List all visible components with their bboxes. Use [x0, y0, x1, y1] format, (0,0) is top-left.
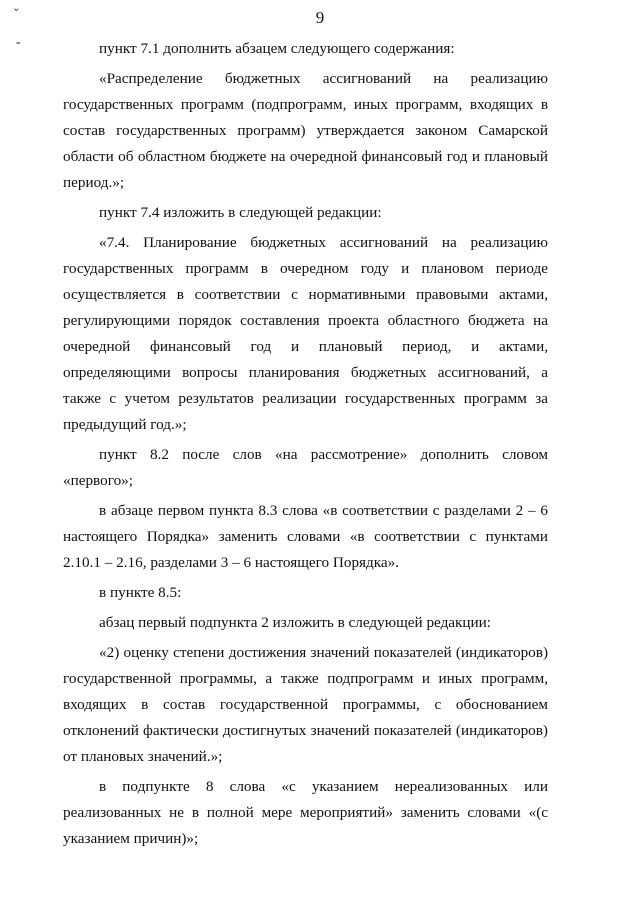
paragraph-quote-7-4: «7.4. Планирование бюджетных ассигнований на реализацию государственных программ в очередном году и плановом периоде осуществляется в соответствии с нормативными правовыми актами, регулирующими порядок составления проекта областного бюджета на очередной финансовый год и плановый период, и актами, определяющими вопросы планирования бюджетных ассигнований, а также с учетом результатов реализации государственных программ за предыдущий год.»; [63, 234, 548, 433]
paragraph-amend-7-1: пункт 7.1 дополнить абзацем следующего содержания: [99, 40, 455, 57]
paragraph-amend-8-3: в абзаце первом пункта 8.3 слова «в соответствии с разделами 2 – 6 настоящего Порядка» заменить словами «в соответствии с пунктами 2.10.1 – 2.16, разделами 3 – 6 настоящего Порядка». [63, 502, 548, 571]
scan-artifact-mark: - [16, 35, 21, 50]
paragraph-amend-7-4: пункт 7.4 изложить в следующей редакции: [99, 204, 382, 221]
scan-artifact-mark: ˇ [14, 7, 19, 22]
page-number: 9 [315, 8, 325, 27]
paragraph-subpoint-2: абзац первый подпункта 2 изложить в следующей редакции: [99, 614, 492, 631]
paragraph-quote-7-1: «Распределение бюджетных ассигнований на реализацию государственных программ (подпрограмм, иных программ, входящих в состав государственных программ) утверждается законом Самарской области об областном бюджете на очередной финансовый год и плановый период.»; [63, 70, 548, 191]
paragraph-subpoint-8: в подпункте 8 слова «с указанием нереализованных или реализованных не в полной мере мероприятий» заменить словами «(с указанием причин)»; [63, 778, 548, 847]
paragraph-amend-8-5: в пункте 8.5: [99, 584, 182, 601]
document-body [63, 36, 548, 856]
paragraph-quote-subpoint-2: «2) оценку степени достижения значений показателей (индикаторов) государственной программы, а также подпрограмм и иных программ, входящих в состав государственной программы, с обоснованием отклонений фактически достигнутых значений показателей (индикаторов) от плановых значений.»; [63, 644, 548, 765]
paragraph-amend-8-2: пункт 8.2 после слов «на рассмотрение» дополнить словом «первого»; [63, 446, 548, 489]
